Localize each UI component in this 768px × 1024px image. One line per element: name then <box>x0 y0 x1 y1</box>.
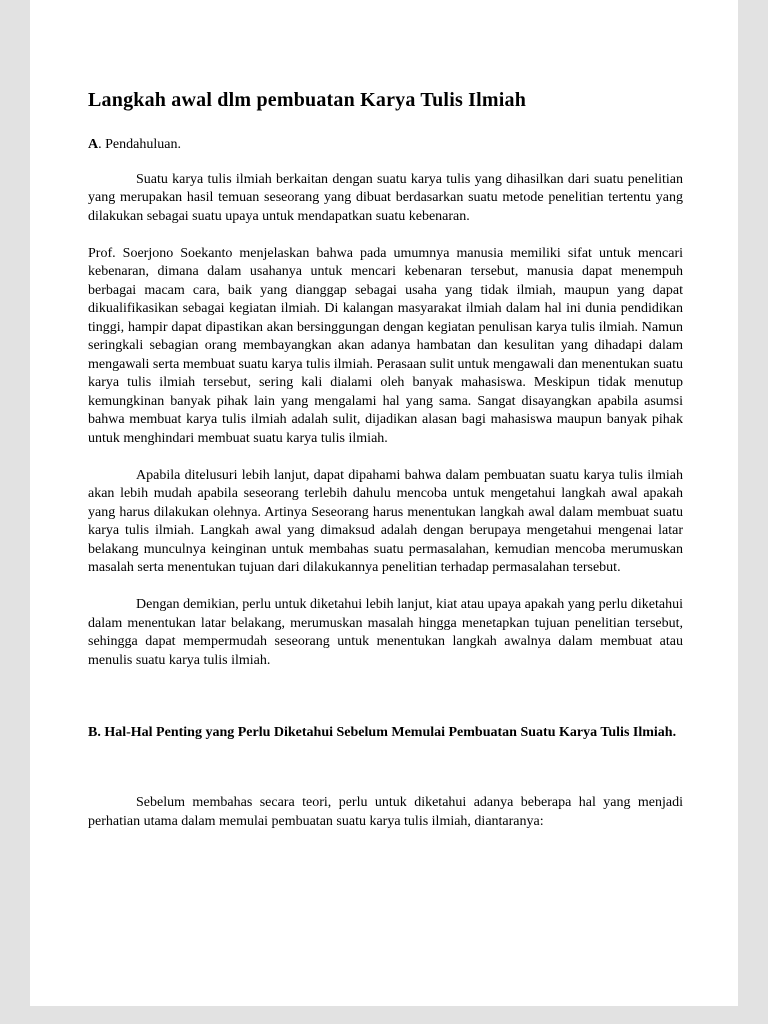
document-page <box>30 0 738 1006</box>
paragraph-intro: Suatu karya tulis ilmiah berkaitan dengan suatu karya tulis yang dihasilkan dari suatu penelitian yang merupakan hasil temuan seseorang yang dibuat berdasarkan suatu metode penelitian tertentu yang dilakukan sebagai suatu upaya untuk mendapatkan suatu kebenaran. <box>88 171 683 224</box>
paragraph-langkah-awal: Apabila ditelusuri lebih lanjut, dapat dipahami bahwa dalam pembuatan suatu karya tulis ilmiah akan lebih mudah apabila seseorang terlebih dahulu mencoba untuk mengetahui langkah awal apakah yang harus dilakukan olehnya. Artinya Seseorang harus menentukan langkah awal dalam membuat suatu karya tulis ilmiah. Langkah awal yang dimaksud adalah dengan berupaya mengetahui mengenai latar belakang munculnya keinginan untuk membahas suatu permasalahan, kemudian mencoba merumuskan masalah serta menentukan tujuan dari dilakukannya penelitian terhadap permasalahan tersebut. <box>88 467 683 575</box>
paragraph-soekanto: Prof. Soerjono Soekanto menjelaskan bahwa pada umumnya manusia memiliki sifat untuk mencari kebenaran, dimana dalam usahanya untuk mencari kebenaran tersebut, manusia dapat menempuh berbagai macam cara, baik yang dianggap sebagai usaha yang tidak ilmiah, maupun yang dapat dikualifikasikan sebagai kegiatan ilmiah. Di kalangan masyarakat ilmiah dalam hal ini dunia pendidikan tinggi, hampir dapat dipastikan akan bersinggungan dengan kegiatan penulisan karya tulis ilmiah. Namun seringkali sebagian orang membayangkan akan adanya hambatan dan kesulitan yang dihadapi dalam mengawali serta membuat suatu karya tulis ilmiah. Perasaan sulit untuk mengawali dan menentukan suatu karya tulis ilmiah tersebut, sering kali dialami oleh banyak mahasiswa. Meskipun tidak menutup kemungkinan banyak pihak lain yang mengalami hal yang sama. Sangat disayangkan apabila asumsi bahwa membuat karya tulis ilmiah adalah sulit, dijadikan alasan bagi mahasiswa maupun banyak pihak untuk menghindari membuat suatu karya tulis ilmiah. <box>88 245 683 446</box>
section-a-heading <box>88 136 683 155</box>
section-b-heading: B. Hal-Hal Penting yang Perlu Diketahui Sebelum Memulai Pembuatan Suatu Karya Tulis Ilmiah. <box>88 725 677 740</box>
section-a-text: . Pendahuluan. <box>98 137 181 152</box>
paragraph-dengan-demikian: Dengan demikian, perlu untuk diketahui lebih lanjut, kiat atau upaya apakah yang perlu diketahui dalam menentukan latar belakang, merumuskan masalah hingga menetapkan tujuan penelitian tersebut, sehingga dapat mempermudah seseorang untuk menentukan langkah awalnya dalam membuat atau menulis suatu karya tulis ilmiah. <box>88 597 683 668</box>
document-title: Langkah awal dlm pembuatan Karya Tulis Ilmiah <box>88 89 527 111</box>
section-a-label: A <box>88 137 99 152</box>
paragraph-sebelum-membahas: Sebelum membahas secara teori, perlu untuk diketahui adanya beberapa hal yang menjadi perhatian utama dalam memulai pembuatan suatu karya tulis ilmiah, diantaranya: <box>88 795 683 829</box>
